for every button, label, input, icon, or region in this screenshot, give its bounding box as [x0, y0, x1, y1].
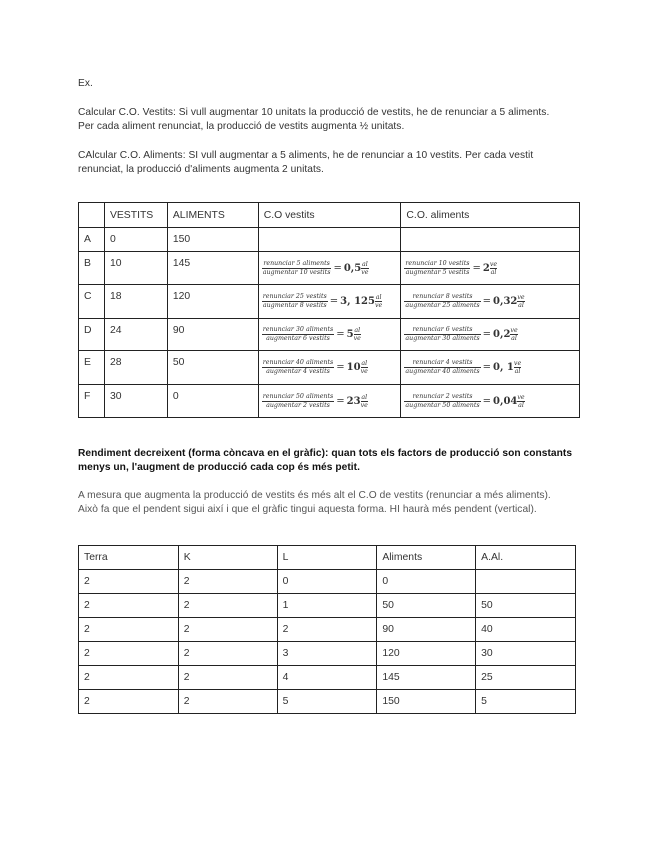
rendiment-decreixent-line1: Rendiment decreixent (forma còncava en el gràfic): quan tots els factors de producció son constants	[78, 448, 573, 459]
equals-sign: =	[333, 262, 342, 274]
equals-sign: =	[482, 296, 492, 307]
unit-denominator: ve	[361, 268, 369, 276]
fraction-denominator: augmentar 2 vestits	[262, 401, 335, 410]
table-row	[79, 319, 580, 351]
table-row	[79, 642, 576, 666]
unit-denominator: al	[518, 302, 524, 309]
vestits-cell: 30	[104, 385, 167, 418]
unit-fraction	[514, 360, 521, 375]
result-value: 2	[482, 262, 490, 274]
result-value: 0,5	[343, 262, 362, 274]
equals-sign: =	[329, 296, 339, 307]
table-cell: 50	[377, 594, 476, 618]
unit-fraction	[517, 394, 524, 409]
aliments-cell: 145	[167, 252, 258, 285]
fraction-denominator: augmentar 6 vestits	[262, 334, 335, 343]
equals-sign: =	[482, 362, 492, 373]
aliments-cell: 50	[167, 351, 258, 385]
equals-sign: =	[336, 329, 345, 340]
fraction-denominator: augmentar 25 aliments	[405, 302, 480, 309]
fraction-denominator: augmentar 30 aliments	[405, 335, 480, 342]
row-label: C	[79, 285, 105, 319]
result-value: 0, 1	[493, 362, 514, 373]
co-vestits-formula	[258, 351, 401, 385]
unit-denominator: al	[490, 268, 497, 276]
fraction	[404, 326, 480, 343]
equals-sign: =	[482, 395, 492, 407]
result-value: 5	[346, 329, 354, 340]
unit-numerator: al	[354, 327, 361, 334]
table-cell: 2	[178, 642, 277, 666]
table-cell: 2	[79, 618, 179, 642]
unit-fraction	[375, 294, 382, 309]
equals-sign: =	[336, 362, 345, 373]
vestits-cell: 18	[104, 285, 167, 319]
unit-fraction	[510, 327, 517, 342]
equals-sign: =	[482, 329, 492, 340]
result-value: 0,2	[493, 329, 511, 340]
unit-numerator: al	[361, 393, 368, 401]
result-value: 0,32	[493, 296, 518, 307]
unit-numerator: ve	[513, 360, 522, 367]
row-label: F	[79, 385, 105, 418]
co-vestits-formula	[258, 319, 401, 351]
equals-sign: =	[336, 395, 345, 407]
table-cell: 2	[178, 618, 277, 642]
unit-numerator: ve	[517, 393, 525, 401]
fraction-numerator: renunciar 5 aliments	[263, 259, 330, 267]
fraction	[262, 359, 335, 376]
fraction	[404, 293, 480, 310]
rendiment-decreixent-line2: menys un, l'augment de producció cada cop és més petit.	[78, 462, 361, 473]
table-cell: 4	[277, 666, 377, 690]
fraction-numerator: renunciar 30 aliments	[262, 326, 334, 333]
table-cell: 2	[79, 666, 179, 690]
table-cell: 30	[476, 642, 576, 666]
header-cell: C.O vestits	[258, 203, 401, 228]
fraction-numerator: renunciar 6 vestits	[412, 326, 473, 333]
table-cell: 25	[476, 666, 576, 690]
table-cell: 0	[277, 570, 377, 594]
co-vestits-text-line2: Per cada aliment renunciat, la producció de vestits augmenta ½ unitats.	[78, 121, 405, 132]
co-vestits-formula	[258, 285, 401, 319]
table-cell: 1	[277, 594, 377, 618]
opportunity-cost-table	[78, 202, 580, 418]
unit-numerator: al	[361, 360, 368, 367]
header-cell: C.O. aliments	[401, 203, 580, 228]
fraction	[404, 393, 480, 410]
table-cell: 5	[277, 690, 377, 714]
fraction-denominator: augmentar 5 vestits	[405, 268, 470, 276]
header-cell: A.Al.	[476, 546, 576, 570]
unit-denominator: ve	[353, 335, 361, 342]
table-row	[79, 690, 576, 714]
table-cell: 2	[79, 570, 179, 594]
unit-fraction	[517, 294, 524, 309]
header-cell: K	[178, 546, 277, 570]
result-value: 10	[346, 362, 361, 373]
unit-numerator: ve	[510, 327, 518, 334]
example-label: Ex.	[78, 78, 93, 89]
mesura-text-line2: Això fa que el pendent sigui així i que el gràfic tingui aquesta forma. HI haurà més pendent (vertical).	[78, 504, 537, 515]
co-aliments-formula	[401, 385, 580, 418]
table-cell: 40	[476, 618, 576, 642]
unit-denominator: ve	[360, 368, 368, 375]
fraction-denominator: augmentar 4 vestits	[262, 367, 335, 376]
unit-numerator: ve	[489, 260, 498, 268]
unit-denominator: al	[514, 368, 521, 375]
aliments-cell: 0	[167, 385, 258, 418]
fraction-denominator: augmentar 40 aliments	[405, 368, 480, 375]
aliments-cell: 150	[167, 228, 258, 252]
table-row	[79, 252, 580, 285]
table-cell: 2	[178, 570, 277, 594]
co-aliments-formula	[401, 351, 580, 385]
table-row	[79, 570, 576, 594]
table-cell: 50	[476, 594, 576, 618]
header-cell	[79, 203, 105, 228]
unit-numerator: al	[375, 294, 382, 301]
table-cell: 150	[377, 690, 476, 714]
row-label: B	[79, 252, 105, 285]
unit-numerator: ve	[517, 294, 525, 301]
vestits-cell: 28	[104, 351, 167, 385]
co-aliments-formula	[401, 285, 580, 319]
aliments-cell: 120	[167, 285, 258, 319]
fraction-numerator: renunciar 4 vestits	[412, 359, 473, 366]
table-cell: 2	[178, 690, 277, 714]
fraction	[404, 260, 470, 277]
header-cell: VESTITS	[104, 203, 167, 228]
table-cell: 2	[178, 666, 277, 690]
unit-numerator: al	[362, 260, 368, 268]
co-vestits-formula	[258, 385, 401, 418]
table-cell: 90	[377, 618, 476, 642]
fraction	[262, 260, 332, 277]
unit-denominator: al	[518, 401, 524, 409]
fraction-denominator: augmentar 50 aliments	[405, 401, 480, 409]
fraction	[262, 393, 335, 410]
fraction	[262, 326, 335, 343]
unit-fraction	[361, 394, 368, 409]
table-row	[79, 666, 576, 690]
table-cell: 145	[377, 666, 476, 690]
table-row	[79, 594, 576, 618]
table-cell: 2	[277, 618, 377, 642]
table-cell: 0	[377, 570, 476, 594]
unit-fraction	[354, 327, 361, 342]
co-vestits-text-line1: Calcular C.O. Vestits: Si vull augmentar 10 unitats la producció de vestits, he de renunciar a 5 aliments.	[78, 107, 550, 118]
fraction	[404, 359, 480, 376]
table-cell	[476, 570, 576, 594]
table-cell: 2	[178, 594, 277, 618]
header-cell: L	[277, 546, 377, 570]
fraction-denominator: augmentar 10 vestits	[262, 268, 331, 276]
fraction-numerator: renunciar 8 vestits	[412, 293, 473, 300]
table-cell: 2	[79, 594, 179, 618]
vestits-cell: 10	[104, 252, 167, 285]
co-aliments-text-line1: CAlcular C.O. Aliments: SI vull augmentar a 5 aliments, he de renunciar a 10 vestits. Per cada vestit	[78, 150, 534, 161]
unit-denominator: ve	[360, 401, 368, 409]
unit-fraction	[361, 360, 368, 375]
co-aliments-formula	[401, 228, 580, 252]
co-vestits-formula	[258, 252, 401, 285]
table-cell: 2	[79, 690, 179, 714]
row-label: A	[79, 228, 105, 252]
table-cell: 5	[476, 690, 576, 714]
table-header-row	[79, 546, 576, 570]
co-aliments-text-line2: renunciat, la producció d'aliments augmenta 2 unitats.	[78, 164, 324, 175]
table-cell: 2	[79, 642, 179, 666]
equals-sign: =	[472, 262, 481, 274]
unit-fraction	[490, 261, 497, 276]
table-row	[79, 351, 580, 385]
unit-fraction	[361, 261, 368, 276]
header-cell: Terra	[79, 546, 179, 570]
row-label: D	[79, 319, 105, 351]
aliments-cell: 90	[167, 319, 258, 351]
result-value: 0,04	[493, 395, 518, 407]
unit-denominator: al	[511, 335, 517, 342]
production-table	[78, 545, 576, 714]
fraction-numerator: renunciar 50 aliments	[262, 392, 334, 400]
mesura-text-line1: A mesura que augmenta la producció de vestits és més alt el C.O de vestits (renunciar a més aliments).	[78, 490, 551, 501]
table-row	[79, 285, 580, 319]
co-aliments-formula	[401, 319, 580, 351]
fraction-numerator: renunciar 40 aliments	[262, 359, 334, 366]
result-value: 23	[346, 395, 361, 407]
table-row	[79, 385, 580, 418]
fraction-numerator: renunciar 25 vestits	[262, 293, 327, 300]
fraction-denominator: augmentar 8 vestits	[262, 302, 327, 309]
vestits-cell: 24	[104, 319, 167, 351]
result-value: 3, 125	[340, 296, 375, 307]
table-header-row	[79, 203, 580, 228]
fraction-numerator: renunciar 10 vestits	[405, 259, 470, 267]
table-cell: 3	[277, 642, 377, 666]
table-row	[79, 228, 580, 252]
unit-denominator: ve	[374, 302, 383, 309]
fraction	[262, 293, 328, 310]
table-cell: 120	[377, 642, 476, 666]
co-aliments-formula	[401, 252, 580, 285]
co-vestits-formula	[258, 228, 401, 252]
header-cell: Aliments	[377, 546, 476, 570]
fraction-numerator: renunciar 2 vestits	[412, 392, 473, 400]
header-cell: ALIMENTS	[167, 203, 258, 228]
table-row	[79, 618, 576, 642]
row-label: E	[79, 351, 105, 385]
vestits-cell: 0	[104, 228, 167, 252]
